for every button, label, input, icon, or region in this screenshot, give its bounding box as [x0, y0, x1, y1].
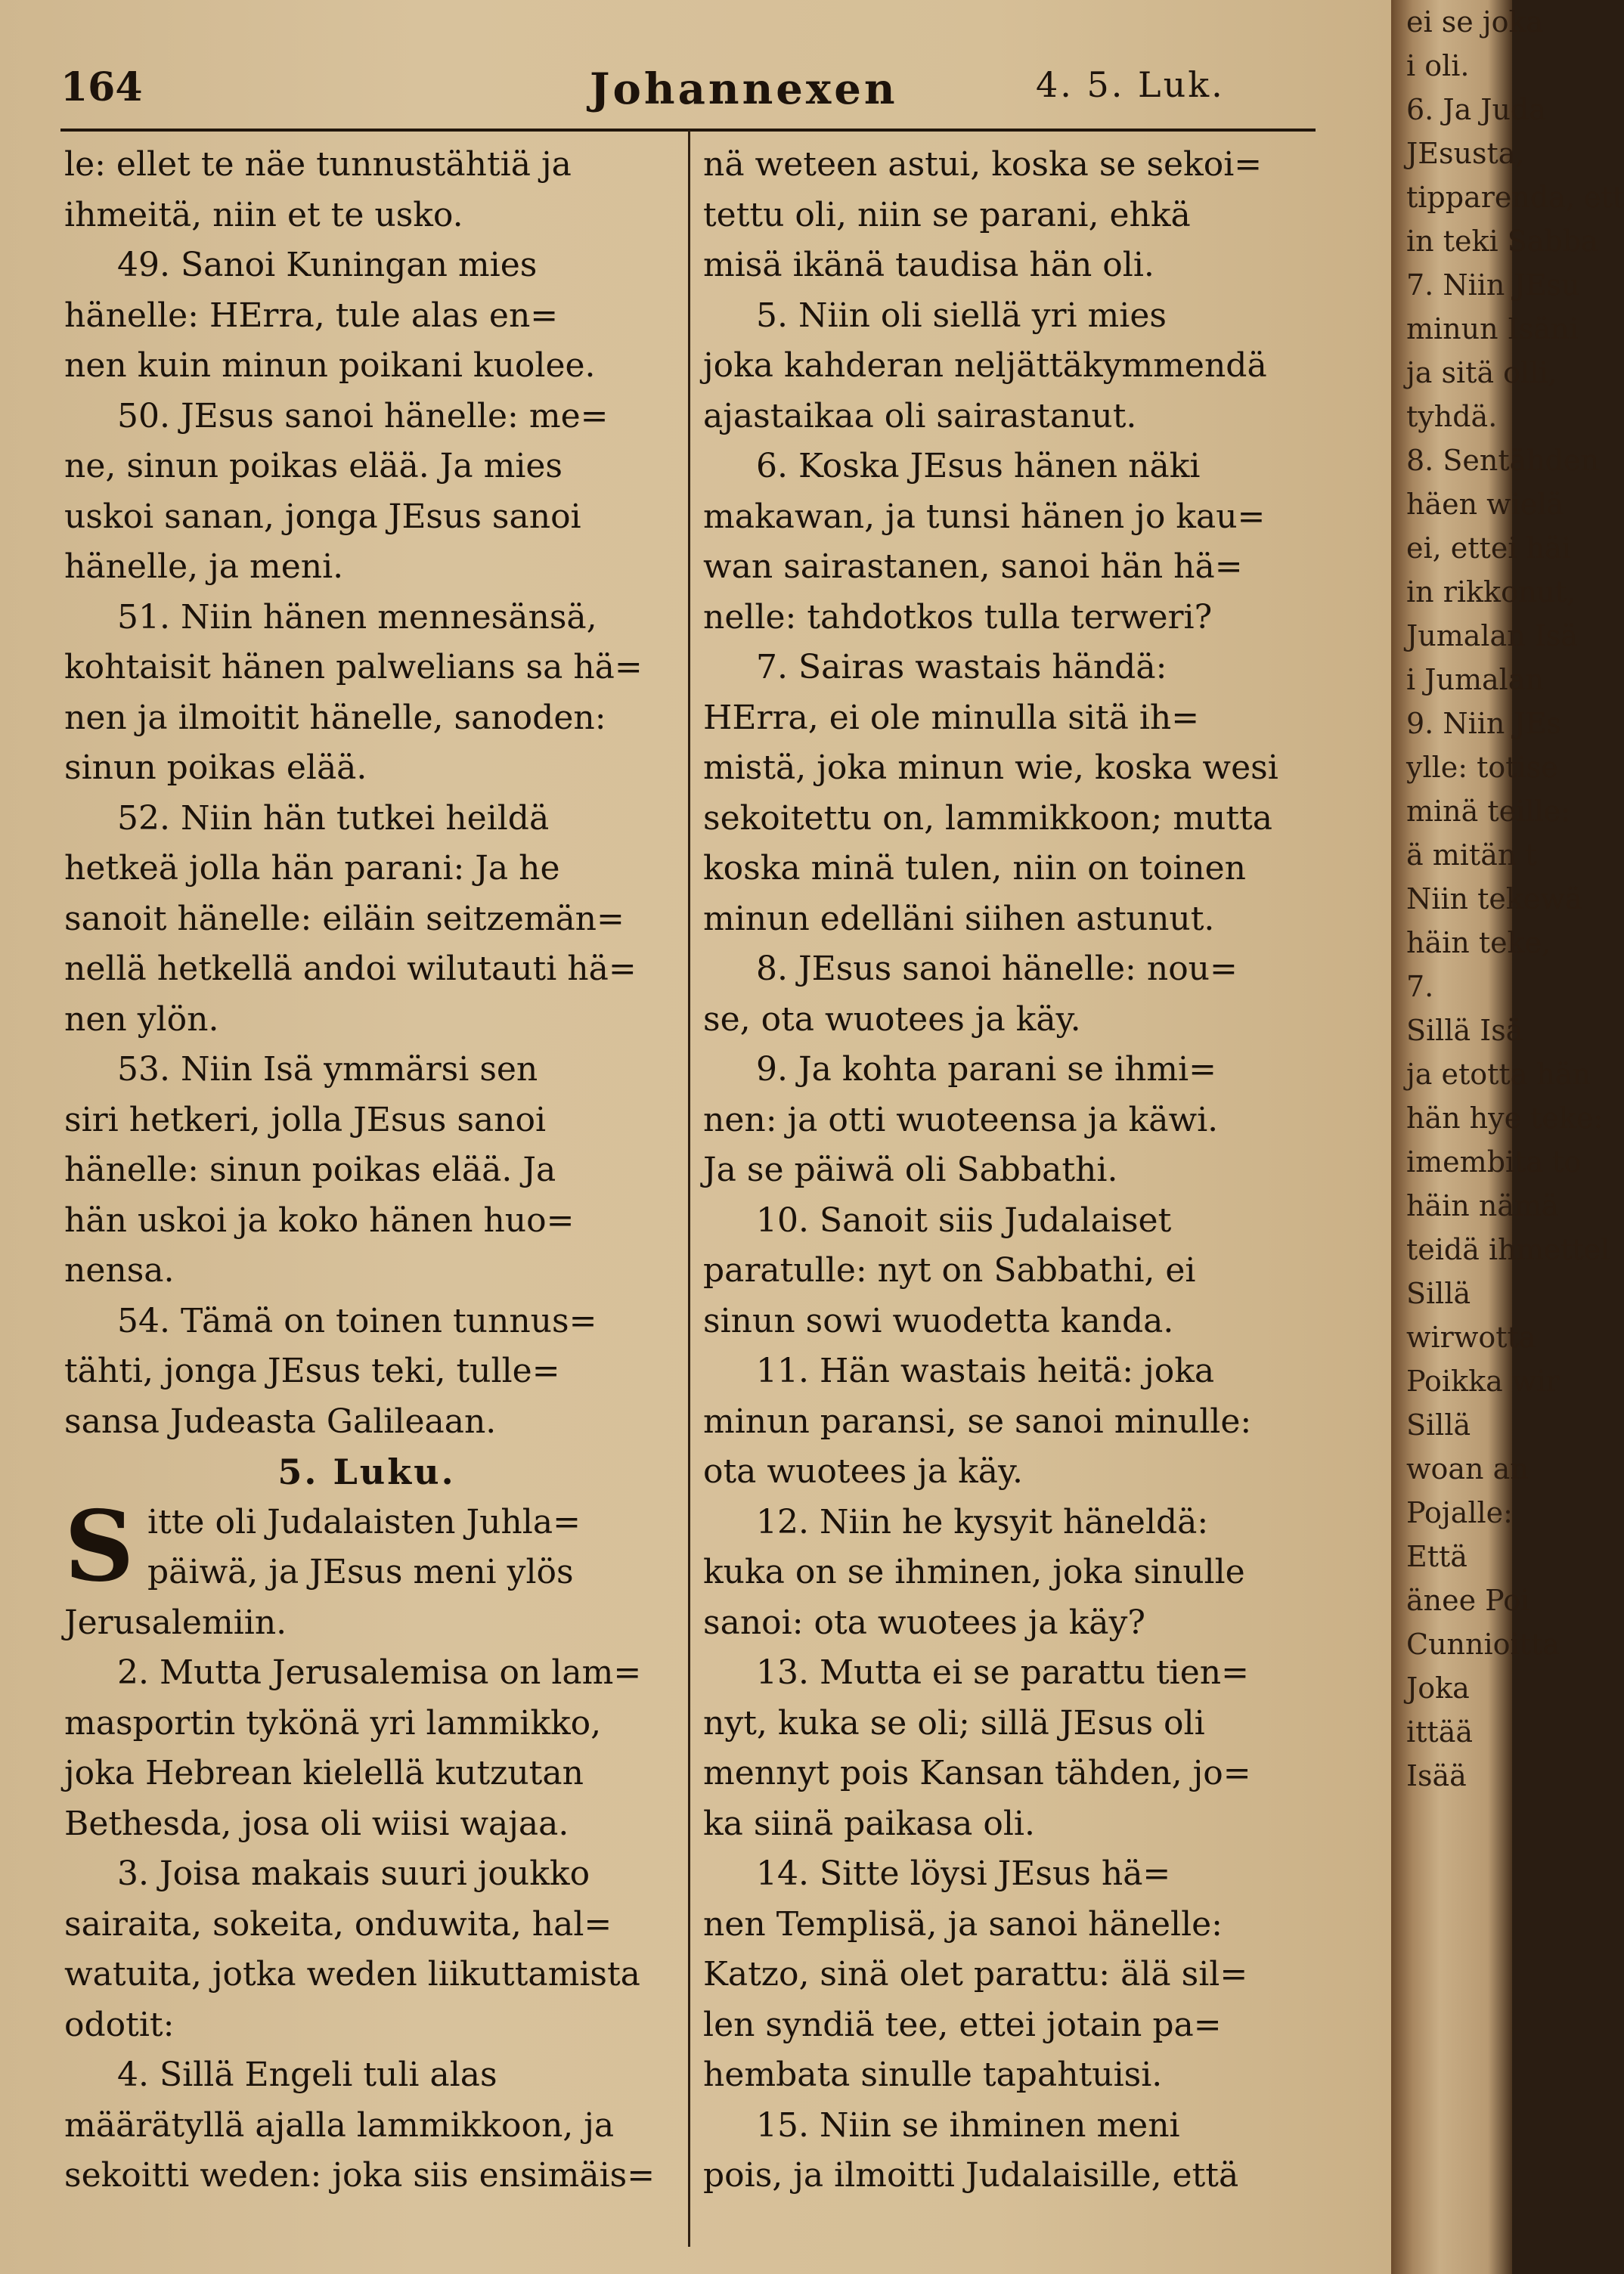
- facing-page-fragment: 9. Niin JEs: [1406, 707, 1561, 740]
- text-line: makawan, ja tunsi hänen jo kau=: [703, 497, 1266, 536]
- facing-page-fragment: wirwotta: [1406, 1321, 1536, 1354]
- facing-page-fragment: häin teke,: [1406, 926, 1551, 959]
- text-line: minun edelläni siihen astunut.: [703, 899, 1215, 938]
- facing-page-fragment: Jumalan Isä: [1406, 619, 1578, 652]
- chapter-reference: 4. 5. Luk.: [1036, 64, 1225, 105]
- text-line: nensa.: [64, 1251, 175, 1290]
- text-line: sansa Judeasta Galileaan.: [64, 1402, 497, 1441]
- text-line: 7. Sairas wastais händä:: [756, 648, 1167, 686]
- text-line: 14. Sitte löysi JEsus hä=: [756, 1854, 1171, 1893]
- text-line: koska minä tulen, niin on toinen: [703, 849, 1246, 888]
- left-column: [64, 140, 669, 2201]
- facing-page-fragment: woan an: [1406, 1452, 1529, 1486]
- text-line: tähti, jonga JEsus teki, tulle=: [64, 1352, 560, 1390]
- facing-page-fragment: 7.: [1406, 970, 1434, 1003]
- text-line: joka Hebrean kielellä kutzutan: [64, 1754, 584, 1792]
- text-line: misä ikänä taudisa hän oli.: [703, 246, 1154, 284]
- text-line: Katzo, sinä olet parattu: älä sil=: [703, 1955, 1248, 1994]
- facing-page-edge: [1391, 0, 1624, 2274]
- facing-page-fragment: 6. Ja Juda: [1406, 93, 1546, 126]
- facing-page-fragment: in rikkonut,: [1406, 575, 1576, 609]
- book-title: Johannexen: [590, 64, 898, 114]
- facing-page-fragment: änee Poi: [1406, 1584, 1530, 1617]
- facing-page-fragment: 7. Niin JEsu: [1406, 268, 1580, 302]
- facing-page-fragment: ei, ettei häi: [1406, 531, 1571, 565]
- text-line: sairaita, sokeita, onduwita, hal=: [64, 1904, 612, 1944]
- text-line: ota wuotees ja käy.: [703, 1452, 1023, 1491]
- text-line: hetkeä jolla hän parani: Ja he: [64, 849, 560, 888]
- facing-page-fragment: Niin tekewä: [1406, 882, 1582, 915]
- text-line: le: ellet te näe tunnustähtiä ja: [64, 145, 572, 184]
- facing-page-fragment: ylle: totise: [1406, 751, 1558, 784]
- text-line: nen kuin minun poikani kuolee.: [64, 346, 596, 385]
- facing-page-fragment: ja etotta hän: [1406, 1058, 1591, 1091]
- facing-page-fragment: ä mitän t: [1406, 838, 1537, 872]
- text-line: sanoi: ota wuotees ja käy?: [703, 1603, 1145, 1642]
- text-line: nen ja ilmoitit hänelle, sanoden:: [64, 698, 606, 737]
- text-line: minun paransi, se sanoi minulle:: [703, 1402, 1252, 1441]
- text-line: Bethesda, josa oli wiisi wajaa.: [64, 1804, 569, 1843]
- text-line: 3. Joisa makais suuri joukko: [117, 1854, 590, 1893]
- facing-page-fragment: häen wielä: [1406, 488, 1564, 521]
- text-line: 8. JEsus sanoi hänelle: nou=: [756, 950, 1238, 988]
- text-line: sekoitettu on, lammikkoon; mutta: [703, 798, 1272, 838]
- text-line: sinun poikas elää.: [64, 748, 367, 787]
- facing-page-fragment: in teki Sabba: [1406, 225, 1598, 258]
- text-line: 2. Mutta Jerusalemisa on lam=: [117, 1653, 642, 1692]
- text-line: hän uskoi ja koko hänen huo=: [64, 1201, 575, 1240]
- text-line: 15. Niin se ihminen meni: [756, 2105, 1180, 2145]
- text-line: tettu oli, niin se parani, ehkä: [703, 195, 1191, 234]
- facing-page-fragment: Sillä Isä: [1406, 1014, 1523, 1047]
- chapter-intro: [64, 1489, 669, 1603]
- text-line: wan sairastanen, sanoi hän hä=: [703, 547, 1243, 586]
- text-line: kohtaisit hänen palwelians sa hä=: [64, 648, 643, 686]
- intro-line: itte oli Judalaisten Juhla=: [147, 1502, 581, 1541]
- text-line: masportin tykönä yri lammikko,: [64, 1703, 602, 1743]
- text-line: len syndiä tee, ettei jotain pa=: [703, 2005, 1222, 2044]
- text-line: 53. Niin Isä ymmärsi sen: [117, 1050, 538, 1089]
- text-line: joka kahderan neljättäkymmendä: [703, 346, 1267, 385]
- text-line: sanoit hänelle: eiläin seitzemän=: [64, 899, 624, 938]
- facing-page-fragment: Sillä: [1406, 1408, 1471, 1442]
- text-line: 5. Niin oli siellä yri mies: [756, 296, 1167, 335]
- facing-page-fragment: 8. Sentähden: [1406, 444, 1600, 477]
- facing-page-fragment: ei se joka: [1406, 5, 1544, 39]
- running-header: [60, 64, 1308, 117]
- drop-cap: S: [64, 1489, 135, 1603]
- text-line: mennyt pois Kansan tähden, jo=: [703, 1754, 1251, 1792]
- intro-line: Jerusalemiin.: [64, 1603, 287, 1642]
- page-number: 164: [60, 64, 143, 110]
- chapter-heading: 5. Luku.: [277, 1451, 456, 1492]
- text-line: kuka on se ihminen, joka sinulle: [703, 1553, 1245, 1591]
- text-line: ajastaikaa oli sairastanut.: [703, 396, 1137, 435]
- text-line: 51. Niin hänen mennesänsä,: [117, 597, 597, 637]
- text-line: hembata sinulle tapahtuisi.: [703, 2056, 1163, 2094]
- facing-page-fragment: tyhdä.: [1406, 400, 1498, 433]
- facing-page-text: [1406, 0, 1624, 1798]
- text-line: nellä hetkellä andoi wilutauti hä=: [64, 950, 637, 988]
- facing-page-fragment: JEsusta,: [1406, 137, 1525, 170]
- facing-page-fragment: tipparenda, ett: [1406, 181, 1624, 214]
- facing-page-fragment: minun Isäni: [1406, 312, 1579, 345]
- text-line: 9. Ja kohta parani se ihmi=: [756, 1050, 1216, 1089]
- facing-page-fragment: Cunnioitta: [1406, 1628, 1560, 1661]
- facing-page-fragment: imembita to: [1406, 1145, 1582, 1179]
- facing-page-fragment: Joka: [1406, 1671, 1470, 1705]
- facing-page-fragment: i Jumalan: [1406, 663, 1544, 696]
- text-line: 6. Koska JEsus hänen näki: [756, 447, 1201, 485]
- text-line: 52. Niin hän tutkei heildä: [117, 798, 550, 838]
- text-line: nen: ja otti wuoteensa ja käwi.: [703, 1100, 1219, 1139]
- text-line: hänelle, ja meni.: [64, 547, 344, 586]
- text-line: nen ylön.: [64, 999, 219, 1039]
- right-column: [703, 140, 1308, 2201]
- text-line: 49. Sanoi Kuningan mies: [117, 246, 538, 284]
- text-line: ne, sinun poikas elää. Ja mies: [64, 447, 563, 485]
- text-line: nä weteen astui, koska se sekoi=: [703, 145, 1263, 184]
- text-line: sekoitti weden: joka siis ensimäis=: [64, 2156, 655, 2195]
- text-line: odotit:: [64, 2005, 175, 2044]
- facing-page-fragment: minä teille:: [1406, 795, 1570, 828]
- text-line: ka siinä paikasa oli.: [703, 1804, 1035, 1843]
- text-line: hänelle: HErra, tule alas en=: [64, 296, 559, 335]
- text-line: paratulle: nyt on Sabbathi, ei: [703, 1251, 1196, 1290]
- text-line: mistä, joka minun wie, koska wesi: [703, 748, 1278, 787]
- text-line: 11. Hän wastais heitä: joka: [756, 1352, 1215, 1390]
- intro-line: päiwä, ja JEsus meni ylös: [147, 1553, 574, 1591]
- facing-page-fragment: hän hye teke:: [1406, 1101, 1604, 1135]
- text-line: määrätyllä ajalla lammikkoon, ja: [64, 2105, 615, 2145]
- text-line: 13. Mutta ei se parattu tien=: [756, 1653, 1249, 1692]
- facing-page-fragment: teidä ihmettel: [1406, 1233, 1610, 1266]
- text-line: hänelle: sinun poikas elää. Ja: [64, 1151, 556, 1189]
- facing-page-fragment: Että: [1406, 1540, 1467, 1573]
- facing-page-fragment: Poikka wir: [1406, 1365, 1560, 1398]
- text-line: Ja se päiwä oli Sabbathi.: [703, 1151, 1118, 1189]
- text-line: ihmeitä, niin et te usko.: [64, 195, 463, 234]
- column-divider: [688, 130, 690, 2247]
- text-line: nyt, kuka se oli; sillä JEsus oli: [703, 1703, 1205, 1743]
- text-line: 10. Sanoit siis Judalaiset: [756, 1201, 1172, 1240]
- facing-page-fragment: ittää: [1406, 1715, 1474, 1749]
- text-line: nen Templisä, ja sanoi hänelle:: [703, 1904, 1223, 1944]
- text-line: 50. JEsus sanoi hänelle: me=: [117, 396, 609, 435]
- text-line: sinun sowi wuodetta kanda.: [703, 1301, 1174, 1340]
- text-line: pois, ja ilmoitti Judalaisille, että: [703, 2156, 1239, 2195]
- facing-page-fragment: ja sitä olli,: [1406, 356, 1557, 389]
- text-line: se, ota wuotees ja käy.: [703, 999, 1081, 1039]
- text-line: HErra, ei ole minulla sitä ih=: [703, 698, 1200, 737]
- text-line: 4. Sillä Engeli tuli alas: [117, 2056, 497, 2094]
- facing-page-fragment: Sillä: [1406, 1277, 1471, 1310]
- text-line: 54. Tämä on toinen tunnus=: [117, 1301, 597, 1340]
- text-line: 12. Niin he kysyit häneldä:: [756, 1502, 1209, 1541]
- facing-page-fragment: häin nämä: [1406, 1189, 1559, 1222]
- text-line: siri hetkeri, jolla JEsus sanoi: [64, 1100, 547, 1139]
- text-line: nelle: tahdotkos tulla terweri?: [703, 597, 1213, 637]
- facing-page-fragment: Pojalle:: [1406, 1496, 1513, 1529]
- text-line: uskoi sanan, jonga JEsus sanoi: [64, 497, 581, 536]
- facing-page-fragment: i oli.: [1406, 49, 1470, 82]
- facing-page-fragment: Isää: [1406, 1759, 1467, 1792]
- text-line: watuita, jotka weden liikuttamista: [64, 1955, 640, 1994]
